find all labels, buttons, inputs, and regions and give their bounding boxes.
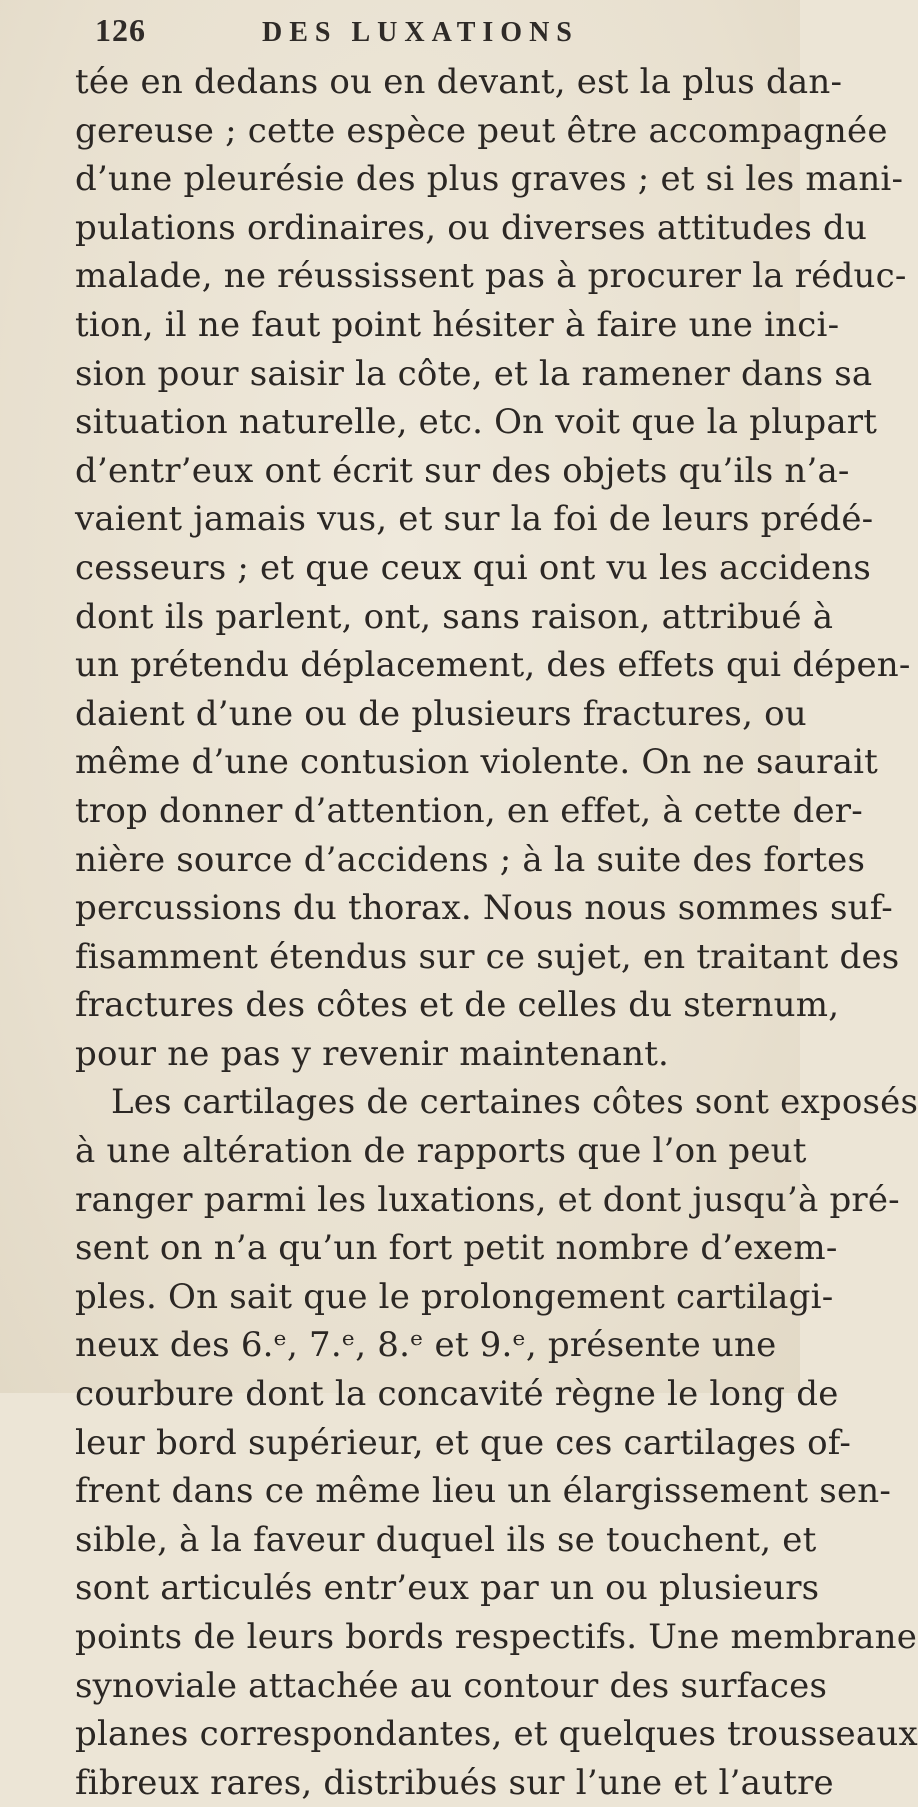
text-line: un prétendu déplacement, des effets qui dépen- [75,645,911,686]
text-line: malade, ne réussissent pas à procurer la réduc- [75,256,907,297]
text-line: d’entr’eux ont écrit sur des objets qu’ils n’a- [75,450,850,491]
text-line: cesseurs ; et que ceux qui ont vu les accidens [75,547,872,588]
text-line: planes correspondantes, et quelques trousseaux [75,1714,918,1755]
text-line: percussions du thorax. Nous nous sommes suf- [75,888,893,929]
text-line: sible, à la faveur duquel ils se touchent, et [75,1519,817,1560]
text-line: fibreux rares, distribués sur l’une et l’autre [75,1762,834,1803]
text-line: d’une pleurésie des plus graves ; et si les mani- [75,159,904,200]
body-text [75,58,918,1807]
text-line: pulations ordinaires, ou diverses attitudes du [75,207,868,248]
text-line: points de leurs bords respectifs. Une membrane [75,1617,918,1657]
text-line: fisamment étendus sur ce sujet, en traitant des [75,936,900,977]
paragraph-end-line: pour ne pas y revenir maintenant. [75,1033,670,1074]
running-title: DES LUXATIONS [262,17,579,48]
text-line: daient d’une ou de plusieurs fractures, ou [75,693,807,734]
text-line: même d’une contusion violente. On ne saurait [75,742,879,783]
page-number: 126 [95,12,146,48]
text-line: situation naturelle, etc. On voit que la plupart [75,402,878,443]
text-line: sion pour saisir la côte, et la ramener dans sa [75,353,873,394]
text-line: ples. On sait que le prolongement cartilagi- [75,1276,834,1317]
text-line: à une altération de rapports que l’on peut [75,1131,807,1172]
text-line: tée en dedans ou en devant, est la plus dan- [75,62,843,102]
text-line: vaient jamais vus, et sur la foi de leurs prédé- [75,499,874,540]
text-line: synoviale attachée au contour des surfaces [75,1665,828,1706]
text-line: gereuse ; cette espèce peut être accompagnée [75,110,888,151]
text-line: dont ils parlent, ont, sans raison, attribué à [75,596,834,637]
paragraph-start-line: Les cartilages de certaines côtes sont exposés [111,1082,918,1123]
text-line: tion, il ne faut point hésiter à faire une inci- [75,304,840,345]
text-line: nière source d’accidens ; à la suite des fortes [75,839,866,880]
text-line: sont articulés entr’eux par un ou plusieurs [75,1568,820,1609]
text-line: ranger parmi les luxations, et dont jusqu’à pré- [75,1179,900,1220]
text-line: leur bord supérieur, et que ces cartilages of- [75,1422,852,1463]
text-line: frent dans ce même lieu un élargissement sen- [75,1471,892,1512]
text-line: fractures des côtes et de celles du sternum, [75,985,840,1026]
running-head [75,0,748,58]
text-line: courbure dont la concavité règne le long de [75,1374,839,1415]
text-line: neux des 6.ᵉ, 7.ᵉ, 8.ᵉ et 9.ᵉ, présente une [75,1325,777,1366]
text-line: trop donner d’attention, en effet, à cette der- [75,790,863,831]
text-line: sent on n’a qu’un fort petit nombre d’exem- [75,1228,838,1269]
